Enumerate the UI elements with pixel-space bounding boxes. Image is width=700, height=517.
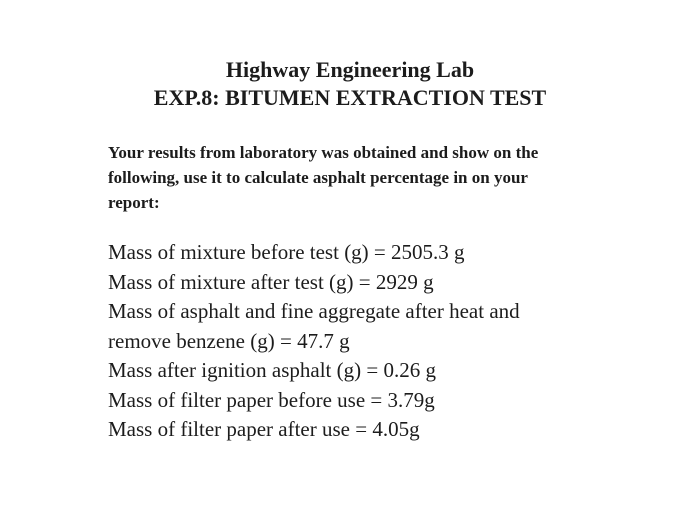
experiment-title: EXP.8: BITUMEN EXTRACTION TEST [153, 85, 547, 110]
instructions-line: Your results from laboratory was obtained and show on the [108, 143, 539, 162]
result-mass-after-ignition: Mass after ignition asphalt (g) = 0.26 g [108, 358, 436, 382]
result-filter-paper-before: Mass of filter paper before use = 3.79g [108, 387, 435, 412]
course-title: Highway Engineering Lab [225, 57, 475, 82]
instructions-paragraph [108, 140, 668, 215]
result-filter-paper-after: Mass of filter paper after use = 4.05g [108, 417, 420, 441]
results-list [108, 238, 688, 445]
result-mass-asphalt-fine-aggregate: Mass of asphalt and fine aggregate after heat and [108, 299, 520, 323]
result-mass-after-test: Mass of mixture after test (g) = 2929 g [108, 269, 434, 294]
result-mass-asphalt-fine-aggregate-cont: remove benzene (g) = 47.7 g [108, 328, 350, 353]
instructions-line: report: [108, 193, 160, 212]
title-block [0, 56, 700, 112]
instructions-line: following, use it to calculate asphalt percentage in on your [108, 168, 528, 187]
result-mass-before-test: Mass of mixture before test (g) = 2505.3 g [108, 240, 465, 264]
